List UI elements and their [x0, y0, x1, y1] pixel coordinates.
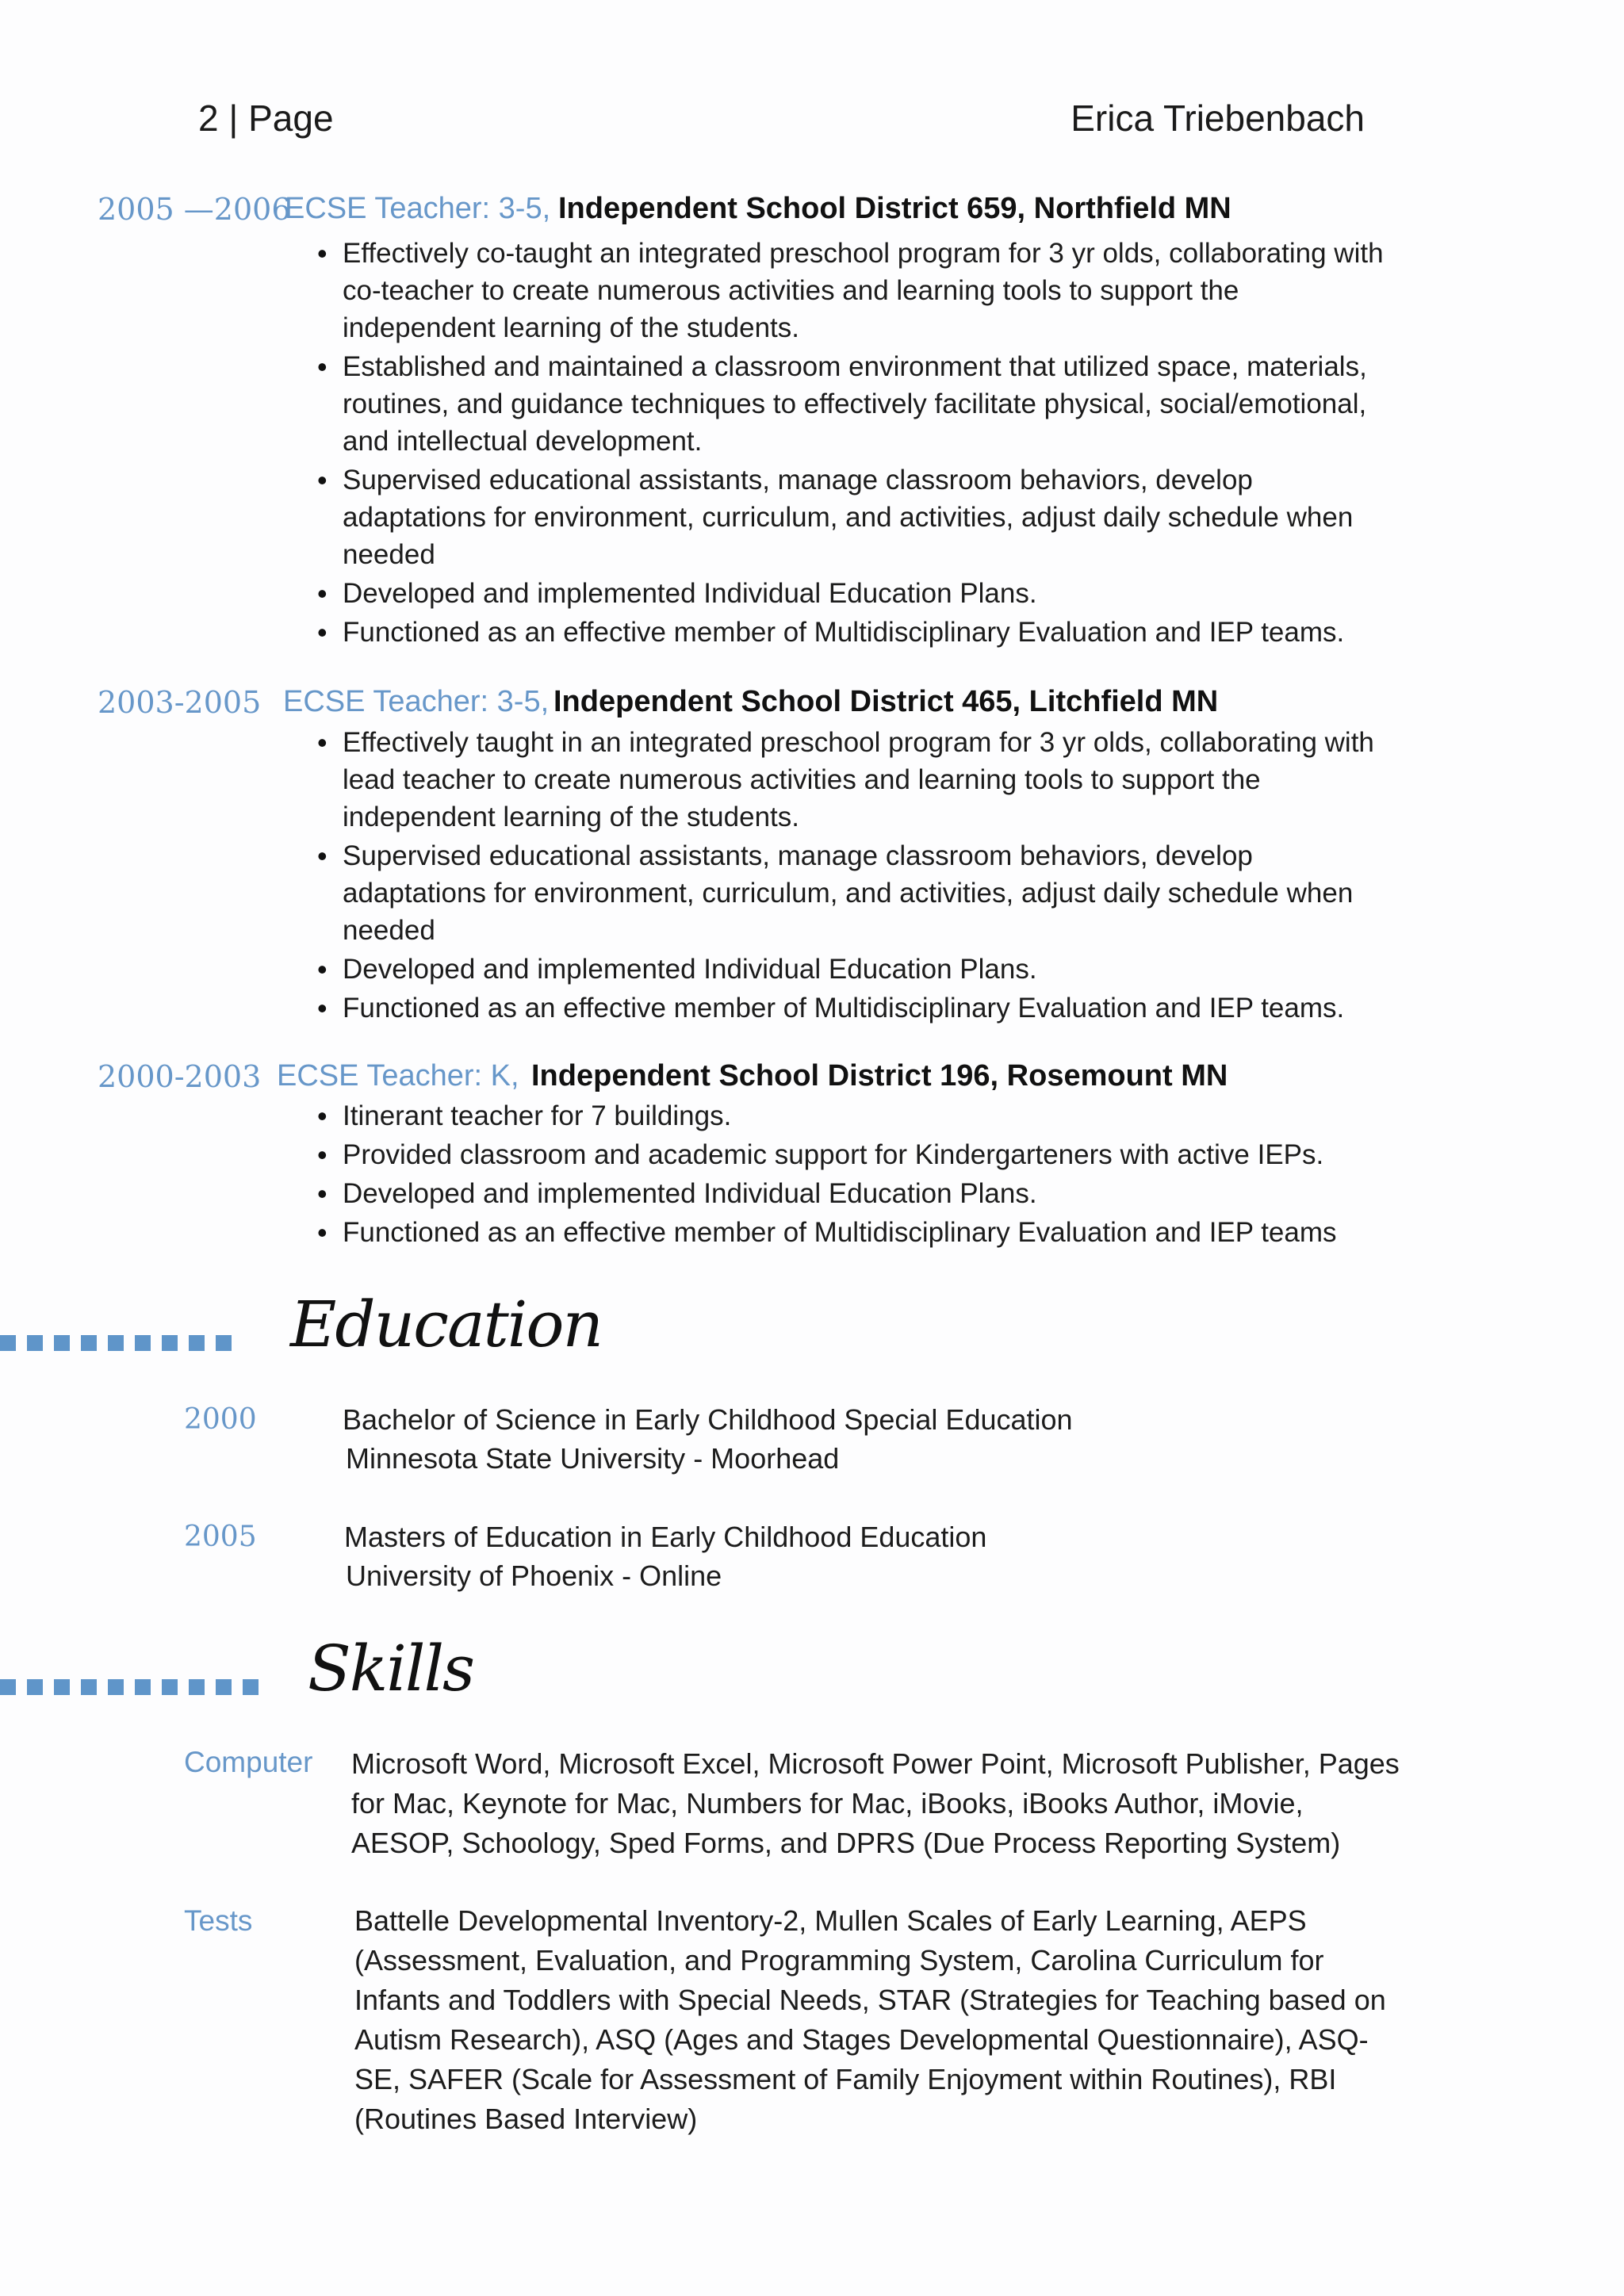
job-dates: 2005 —2006 — [98, 192, 291, 227]
education-school: Minnesota State University - Moorhead — [346, 1442, 840, 1475]
job-dates: 2003-2005 — [98, 685, 262, 720]
job-bullet-list — [343, 724, 1397, 1028]
job-bullet: • Provided classroom and academic support for Kindergarteners with active IEPs. — [343, 1136, 1397, 1173]
skill-text: Microsoft Word, Microsoft Excel, Microsoft Power Point, Microsoft Publisher, Pages for Mac, Keynote for Mac, Numbers for Mac, iBooks, iBooks Author, iMovie, AESOP, Schoology, Sped Forms, and DPRS (Due Process Reporting System) — [351, 1747, 1400, 1859]
job-employer: Independent School District 659, Northfield MN — [558, 192, 1231, 225]
job-bullet: • Supervised educational assistants, manage classroom behaviors, develop adaptations for environment, curriculum, and activities, adjust daily schedule when needed — [343, 837, 1397, 949]
job-bullet-list — [343, 235, 1397, 652]
job-bullet: • Developed and implemented Individual Education Plans. — [343, 1175, 1397, 1212]
job-bullet: • Developed and implemented Individual Education Plans. — [343, 575, 1397, 612]
skill-label: Computer — [184, 1746, 313, 1778]
education-year: 2005 — [184, 1521, 257, 1553]
job-bullet: • Established and maintained a classroom environment that utilized space, materials, routines, and guidance techniques to effectively facilitate physical, social/emotional, and intellectual development. — [343, 348, 1397, 460]
job-bullet: • Effectively co-taught an integrated preschool program for 3 yr olds, collaborating with co-teacher to create numerous activities and learning tools to support the independent learning of the students. — [343, 235, 1397, 346]
job-role: ECSE Teacher: 3-5, — [283, 685, 550, 718]
job-bullet: • Functioned as an effective member of Multidisciplinary Evaluation and IEP teams. — [343, 989, 1397, 1027]
job-dates: 2000-2003 — [98, 1059, 262, 1094]
job-bullet: • Functioned as an effective member of Multidisciplinary Evaluation and IEP teams. — [343, 614, 1397, 651]
job-bullet: • Effectively taught in an integrated preschool program for 3 yr olds, collaborating with lead teacher to create numerous activities and learning tools to support the independent learning of the students. — [343, 724, 1397, 836]
author-name: Erica Triebenbach — [1071, 98, 1365, 139]
job-employer: Independent School District 196, Rosemount MN — [531, 1059, 1228, 1093]
education-year: 2000 — [184, 1403, 257, 1436]
job-bullet: • Supervised educational assistants, manage classroom behaviors, develop adaptations for environment, curriculum, and activities, adjust daily schedule when needed — [343, 461, 1397, 573]
page-number: 2 | Page — [198, 98, 334, 139]
job-heading — [0, 192, 1624, 239]
decorative-dot-rule — [0, 1335, 232, 1351]
job-role: ECSE Teacher: 3-5, — [285, 192, 551, 225]
job-role: ECSE Teacher: K, — [277, 1059, 519, 1093]
skill-text: Battelle Developmental Inventory-2, Mullen Scales of Early Learning, AEPS (Assessment, Evaluation, and Programming System, Carolina Curriculum for Infants and Toddlers with Special Needs, STAR (Strategies for Teaching based on Autism Research), ASQ (Ages and Stages Developmental Questionnaire), ASQ-SE, SAFER (Scale for Assessment of Family Enjoyment within Routines), RBI (Routines Based Interview) — [354, 1904, 1386, 2135]
job-bullet: • Itinerant teacher for 7 buildings. — [343, 1097, 1397, 1135]
skill-label: Tests — [184, 1904, 253, 1937]
education-degree: Masters of Education in Early Childhood Education — [344, 1521, 987, 1553]
job-bullet: • Functioned as an effective member of Multidisciplinary Evaluation and IEP teams — [343, 1214, 1397, 1251]
education-degree: Bachelor of Science in Early Childhood Special Education — [343, 1403, 1073, 1436]
education-school: University of Phoenix - Online — [346, 1559, 722, 1592]
job-bullet: • Developed and implemented Individual Education Plans. — [343, 951, 1397, 988]
job-employer: Independent School District 465, Litchfield MN — [553, 685, 1219, 718]
decorative-dot-rule — [0, 1679, 259, 1695]
job-bullet-list — [343, 1097, 1397, 1253]
skills-section-heading — [0, 1632, 1624, 1722]
section-title: Skills — [308, 1632, 474, 1705]
section-title: Education — [290, 1288, 603, 1361]
education-section-heading — [0, 1288, 1624, 1378]
